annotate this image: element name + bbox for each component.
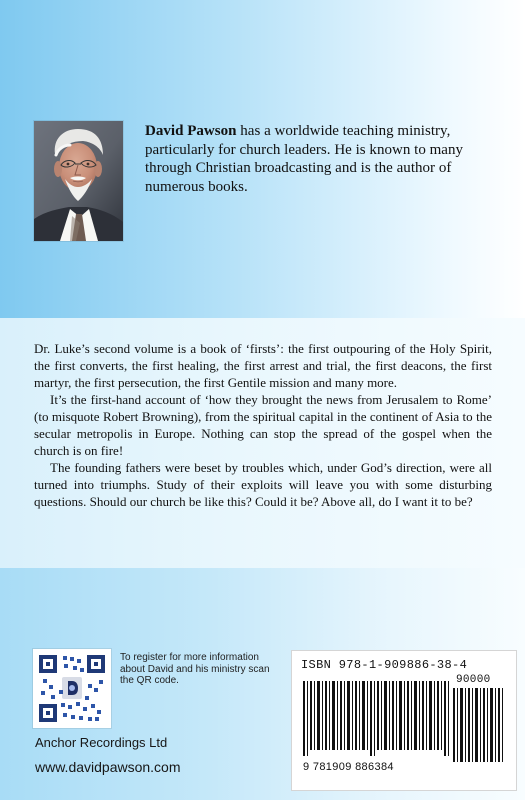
author-name: David Pawson	[145, 123, 237, 139]
author-bio-text: has a worldwide teaching ministry, particularly for church leaders. He is known to many through Christian broadcasting and is the author of numerous books.	[145, 123, 464, 195]
blurb-paragraph-1: Dr. Luke’s second volume is a book of ‘firsts’: the first outpouring of the Holy Spirit, the first converts, the first healing, the first arrest and trial, the first deacons, the first martyr, the first persecution, the first Gentile mission and many more.	[34, 341, 492, 390]
isbn-barcode	[291, 650, 517, 791]
blurb-paragraph-2: It’s the first-hand account of ‘how they brought the news from Jerusalem to Rome’ (to misquote Robert Browning), from the spiritual capital in the continent of Asia to the secular metropolis in Europe. Nothing can stop the spread of the gospel when the church is on fire!	[34, 392, 492, 458]
main-barcode-graphic	[303, 681, 449, 756]
barcode-number-text: 9 781909 886384	[303, 761, 394, 773]
website-url: www.davidpawson.com	[35, 759, 181, 775]
author-photo	[34, 121, 123, 241]
isbn-text: ISBN 978-1-909886-38-4	[301, 658, 468, 672]
price-code-text: 90000	[456, 674, 491, 686]
author-photo-illustration	[34, 121, 123, 241]
qr-code-graphic	[33, 649, 111, 728]
author-bio	[145, 122, 491, 196]
book-blurb	[34, 340, 492, 510]
publisher-name: Anchor Recordings Ltd	[35, 735, 168, 750]
blurb-paragraph-3: The founding fathers were beset by troubles which, under God’s direction, were all turned into triumphs. Study of their exploits will leave you with some disturbing questions. Should our church be like this? Could it be? Above all, do I want it to be?	[34, 460, 492, 509]
addon-barcode-graphic	[453, 688, 506, 762]
qr-instructions: To register for more information about David and his ministry scan the QR code.	[120, 652, 270, 686]
qr-code	[33, 649, 111, 728]
